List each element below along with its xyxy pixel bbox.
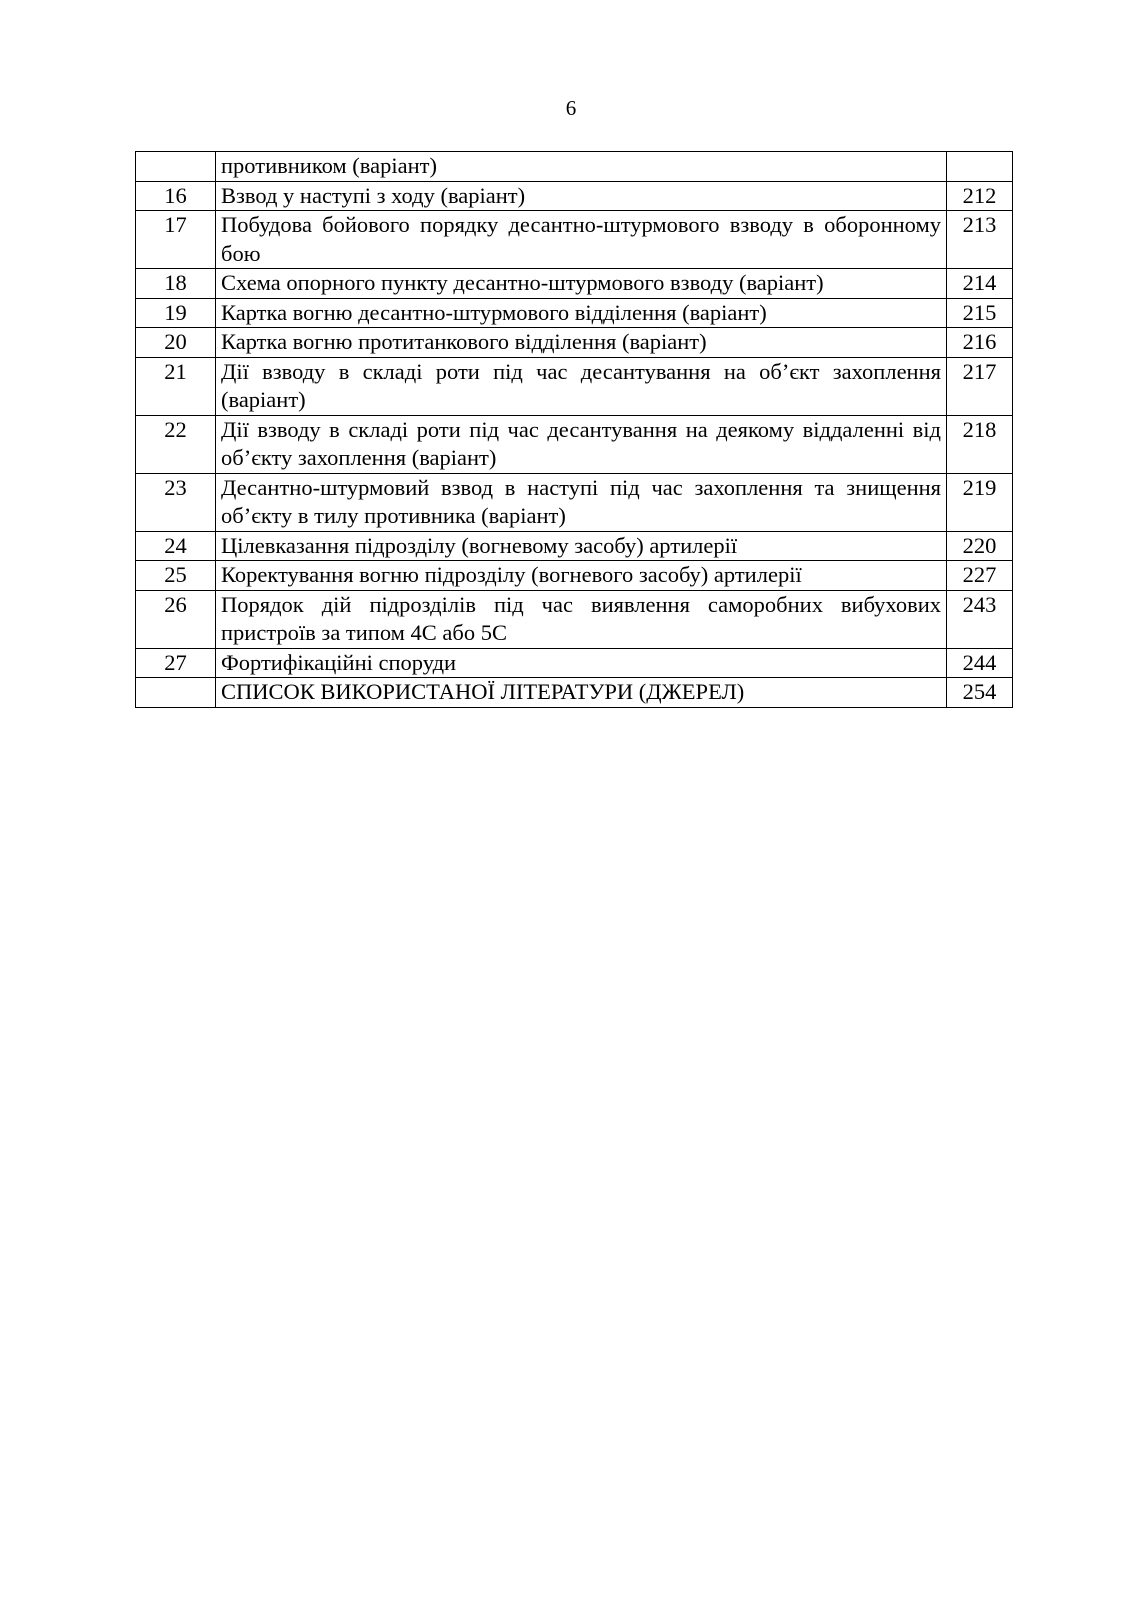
table-row (136, 328, 1013, 358)
row-title: Коректування вогню підрозділу (вогневого засобу) артилерії (216, 561, 947, 591)
table-row (136, 357, 1013, 415)
row-title: Фортифікаційні споруди (216, 648, 947, 678)
row-page (947, 152, 1013, 182)
row-title: Схема опорного пункту десантно-штурмового взводу (варіант) (216, 269, 947, 299)
row-page: 219 (947, 473, 1013, 531)
table-row (136, 415, 1013, 473)
row-title: Дії взводу в складі роти під час десантування на об’єкт захоплення (варіант) (216, 357, 947, 415)
table-row (136, 590, 1013, 648)
row-page: 244 (947, 648, 1013, 678)
row-title: Побудова бойового порядку десантно-штурмового взводу в оборонному бою (216, 211, 947, 269)
row-title: противником (варіант) (216, 152, 947, 182)
row-number: 20 (136, 328, 216, 358)
row-page: 217 (947, 357, 1013, 415)
table-row (136, 561, 1013, 591)
row-page: 220 (947, 531, 1013, 561)
table-row (136, 269, 1013, 299)
table-row (136, 531, 1013, 561)
table-row (136, 678, 1013, 708)
row-title: Картка вогню протитанкового відділення (варіант) (216, 328, 947, 358)
page-number: 6 (565, 96, 577, 120)
row-number: 19 (136, 298, 216, 328)
row-number: 26 (136, 590, 216, 648)
row-title: СПИСОК ВИКОРИСТАНОЇ ЛІТЕРАТУРИ (ДЖЕРЕЛ) (216, 678, 947, 708)
row-page: 254 (947, 678, 1013, 708)
row-page: 216 (947, 328, 1013, 358)
table-row (136, 211, 1013, 269)
row-number (136, 152, 216, 182)
row-number: 25 (136, 561, 216, 591)
table-row (136, 648, 1013, 678)
table-row (136, 298, 1013, 328)
row-number: 17 (136, 211, 216, 269)
row-number: 22 (136, 415, 216, 473)
row-title: Дії взводу в складі роти під час десантування на деякому віддаленні від об’єкту захоплення (варіант) (216, 415, 947, 473)
row-page: 243 (947, 590, 1013, 648)
row-page: 213 (947, 211, 1013, 269)
row-title: Десантно-штурмовий взвод в наступі під час захоплення та знищення об’єкту в тилу противника (варіант) (216, 473, 947, 531)
row-number (136, 678, 216, 708)
table-row (136, 473, 1013, 531)
table-row (136, 181, 1013, 211)
row-number: 18 (136, 269, 216, 299)
row-page: 214 (947, 269, 1013, 299)
row-number: 23 (136, 473, 216, 531)
row-title: Цілевказання підрозділу (вогневому засобу) артилерії (216, 531, 947, 561)
row-number: 21 (136, 357, 216, 415)
row-number: 27 (136, 648, 216, 678)
row-number: 16 (136, 181, 216, 211)
row-page: 218 (947, 415, 1013, 473)
row-number: 24 (136, 531, 216, 561)
row-title: Картка вогню десантно-штурмового відділення (варіант) (216, 298, 947, 328)
row-page: 227 (947, 561, 1013, 591)
table-of-contents (135, 151, 1013, 708)
row-title: Порядок дій підрозділів під час виявлення саморобних вибухових пристроїв за типом 4С або 5С (216, 590, 947, 648)
row-page: 215 (947, 298, 1013, 328)
row-title: Взвод у наступі з ходу (варіант) (216, 181, 947, 211)
row-page: 212 (947, 181, 1013, 211)
table-row (136, 152, 1013, 182)
